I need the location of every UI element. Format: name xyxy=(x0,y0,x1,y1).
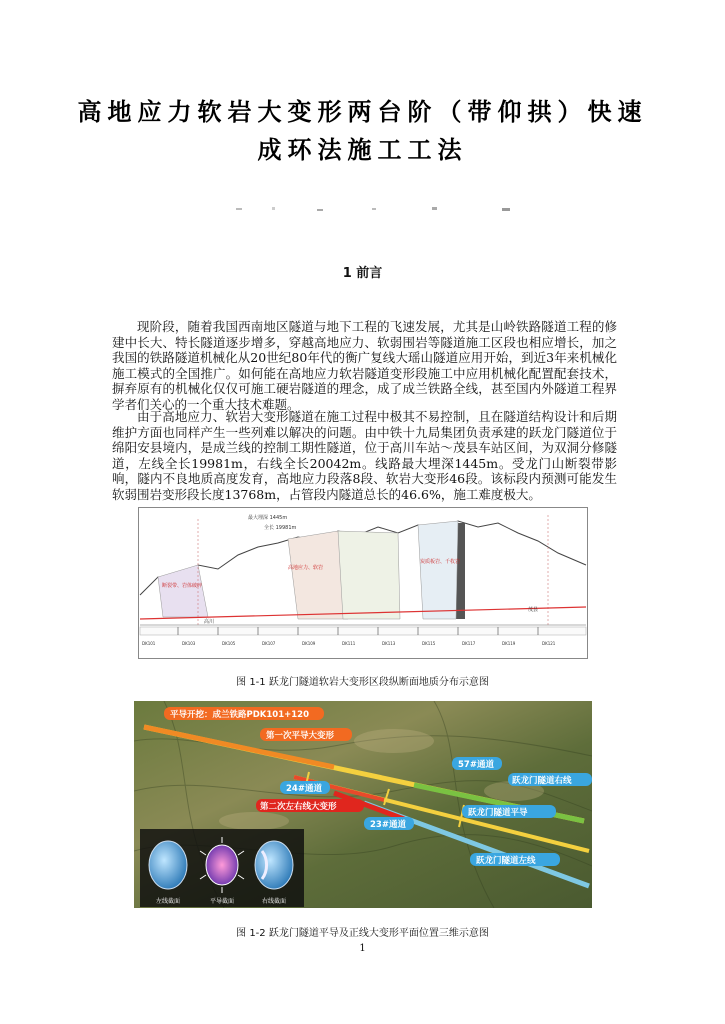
figure1-station-b: 茂县 xyxy=(528,607,539,613)
geology-zone-4 xyxy=(418,521,461,619)
label-pilot-tunnel: 跃龙门隧道平导 xyxy=(468,808,528,818)
label-right-line: 跃龙门隧道右线 xyxy=(512,776,572,786)
station-label: DK107 xyxy=(262,641,276,646)
station-label: DK117 xyxy=(462,641,476,646)
station-scale-bar xyxy=(140,627,586,635)
page-number: 1 xyxy=(359,943,366,954)
label-left-line: 跃龙门隧道左线 xyxy=(476,856,536,866)
label-right-section: 右线截面 xyxy=(262,898,287,905)
label-tunnel23: 23#通道 xyxy=(370,820,406,830)
figure1-station-a: 高川 xyxy=(204,619,215,625)
station-label: DK101 xyxy=(142,641,156,646)
geology-zone-3 xyxy=(338,531,400,619)
label-first-deformation: 第一次平导大变形 xyxy=(266,731,335,741)
figure-1-geological-profile xyxy=(138,507,588,659)
figure-2-caption: 图 1-2 跃龙门隧道平导及正线大变形平面位置三维示意图 xyxy=(236,928,489,939)
station-label: DK115 xyxy=(422,641,436,646)
station-label: DK113 xyxy=(382,641,396,646)
station-label: DK121 xyxy=(542,641,556,646)
document-title-line1: 高地应力软岩大变形两台阶（带仰拱）快速 xyxy=(77,97,648,126)
station-label: DK111 xyxy=(342,641,356,646)
label-pilot-excavation: 平导开挖：成兰铁路PDK101+120 xyxy=(170,710,309,720)
figure1-annotation-mid: 高地应力、软岩 xyxy=(288,565,324,571)
label-pilot-section: 平导截面 xyxy=(210,898,235,905)
station-label: DK105 xyxy=(222,641,236,646)
document-title-line2: 成环法施工工法 xyxy=(257,135,468,164)
figure-1-caption: 图 1-1 跃龙门隧道软岩大变形区段纵断面地质分布示意图 xyxy=(236,677,489,688)
station-label: DK119 xyxy=(502,641,516,646)
label-second-deformation: 第二次左右线大变形 xyxy=(260,802,337,812)
scan-noise-marks xyxy=(232,204,532,214)
label-left-section: 左线截面 xyxy=(156,898,181,905)
label-tunnel57: 57#通道 xyxy=(458,760,494,770)
section-heading: 1 前言 xyxy=(342,266,383,281)
left-section-shape xyxy=(149,841,187,889)
figure1-annotation-right: 炭质板岩、千枚岩 xyxy=(420,559,461,565)
figure1-annotation-left: 断裂带、岩体破碎 xyxy=(162,583,203,589)
station-label: DK103 xyxy=(182,641,196,646)
pilot-section-shape xyxy=(206,845,238,885)
figure-2-3d-plan xyxy=(134,701,592,908)
figure1-total-length: 全长 19981m xyxy=(264,525,297,531)
right-section-shape xyxy=(255,841,293,889)
station-label: DK109 xyxy=(302,641,316,646)
paragraph-1: 现阶段，随着我国西南地区隧道与地下工程的飞速发展，尤其是山岭铁路隧道工程的修建中长大、特长隧道逐步增多，穿越高地应力、软弱围岩等隧道施工区段也相应增长，加之我国的铁路隧道机械化从20世纪80年代的衡广复线大瑶山隧道应用开始，到近3年来机械化施工模式的全国推广。如何能在高地应力软岩隧道变形段施工中应用机械化配置配套技术，摒弃原有的机械化仅仅可施工硬岩隧道的理念，成了成兰铁路全线，甚至国内外隧道工程界学者们关心的一个重大技术难题。 xyxy=(112,319,617,412)
label-tunnel24: 24#通道 xyxy=(286,784,322,794)
paragraph-2: 由于高地应力、软岩大变形隧道在施工过程中极其不易控制，且在隧道结构设计和后期维护方面也同样产生一些列难以解决的问题。由中铁十九局集团负责承建的跃龙门隧道位于绵阳安县境内，是成兰线的控制工期性隧道，位于高川车站～茂县车站区间，为双洞分修隧道，左线全长19981m，右线全长20042m。线路最大埋深1445m。受龙门山断裂带影响，隧内不良地质高度发育，高地应力段落8段、软岩大变形46段。该标段内预测可能发生软弱围岩变形段长度13768m，占管段内隧道总长的46.6%，施工难度极大。 xyxy=(112,409,617,502)
figure1-top-note: 最大埋深 1445m xyxy=(248,515,288,521)
